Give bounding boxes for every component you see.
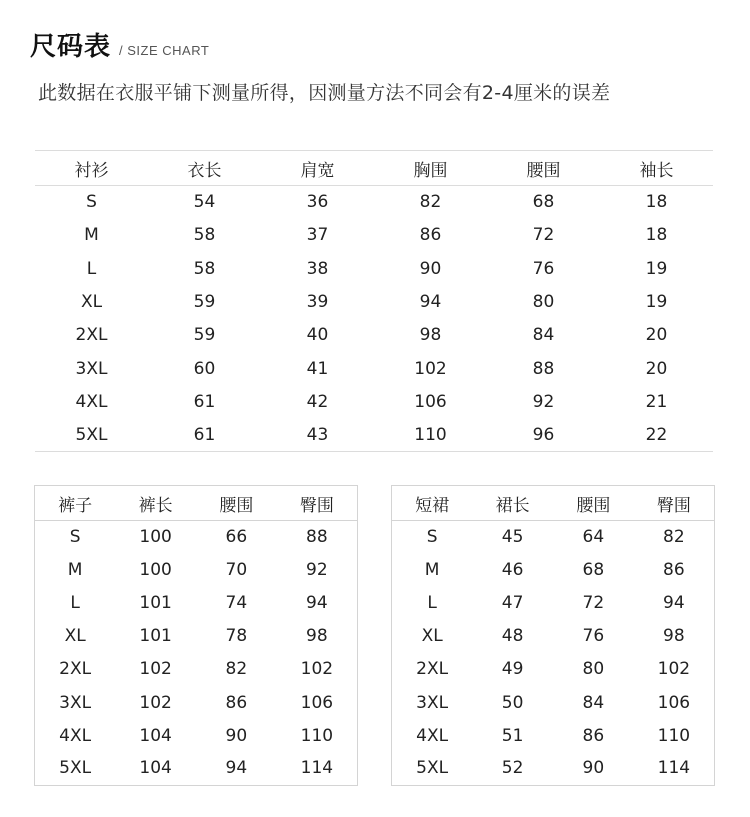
pants-size-cell: 4XL: [59, 725, 92, 746]
skirt-size-cell: 5XL: [416, 758, 449, 779]
shirt-value-cell: 18: [645, 225, 668, 246]
skirt-table-row: [392, 752, 715, 785]
skirt-size-cell: L: [427, 593, 437, 614]
pants-value-cell: 74: [225, 593, 248, 614]
skirt-value-cell: 102: [657, 659, 691, 680]
skirt-value-cell: 114: [657, 758, 691, 779]
shirt-value-cell: 98: [419, 325, 442, 346]
shirt-value-cell: 61: [193, 424, 216, 445]
skirt-value-cell: 94: [663, 593, 685, 614]
shirt-value-cell: 59: [193, 325, 216, 346]
measurement-note: 此数据在衣服平铺下测量所得，因测量方法不同会有2-4厘米的误差: [38, 82, 611, 104]
shirt-value-cell: 72: [532, 225, 555, 246]
skirt-size-cell: 4XL: [416, 725, 449, 746]
skirt-table-body: [392, 521, 715, 786]
pants-value-cell: 100: [139, 527, 172, 548]
skirt-value-cell: 84: [582, 692, 605, 713]
pants-table-row: [35, 554, 358, 587]
shirt-table-row: [35, 186, 713, 219]
shirt-table-row: [35, 419, 713, 452]
shirt-table-row: [35, 385, 713, 418]
shirt-size-cell: XL: [80, 292, 103, 313]
skirt-table-row: [392, 719, 715, 752]
skirt-value-cell: 82: [663, 527, 685, 548]
pants-value-cell: 102: [139, 692, 172, 713]
pants-table-row: [35, 719, 358, 752]
shirt-value-cell: 80: [532, 292, 555, 313]
shirt-header-row: [35, 151, 713, 186]
shirt-value-cell: 76: [532, 258, 555, 279]
skirt-table-row: [392, 587, 715, 620]
skirt-table-header: [392, 486, 715, 521]
shirt-table-row: [35, 219, 713, 252]
skirt-table-row: [392, 620, 715, 653]
shirt-table-row: [35, 285, 713, 318]
skirt-value-cell: 76: [582, 626, 605, 647]
shirt-table-row: [35, 352, 713, 385]
pants-size-cell: S: [69, 527, 81, 548]
shirt-value-cell: 19: [645, 258, 668, 279]
shirt-table-header: [35, 151, 713, 186]
skirt-value-cell: 68: [582, 560, 605, 581]
shirt-value-cell: 96: [532, 424, 555, 445]
shirt-value-cell: 41: [306, 358, 329, 379]
shirt-header-cell: 衣长: [148, 151, 261, 186]
skirt-value-cell: 46: [501, 560, 524, 581]
skirt-value-cell: 106: [657, 692, 691, 713]
pants-value-cell: 104: [139, 758, 172, 779]
skirt-table-row: [392, 521, 715, 554]
pants-value-cell: 94: [225, 758, 248, 779]
pants-size-cell: XL: [64, 626, 86, 647]
pants-table-row: [35, 752, 358, 785]
shirt-value-cell: 68: [532, 192, 555, 213]
pants-value-cell: 70: [225, 560, 248, 581]
pants-value-cell: 102: [139, 659, 172, 680]
pants-header-row: [35, 486, 358, 521]
shirt-value-cell: 22: [645, 424, 668, 445]
shirt-table-row: [35, 252, 713, 285]
shirt-header-cell: 肩宽: [261, 151, 374, 186]
skirt-table-row: [392, 554, 715, 587]
shirt-table-row: [35, 319, 713, 352]
shirt-size-cell: M: [84, 225, 99, 246]
skirt-value-cell: 86: [663, 560, 685, 581]
pants-table-row: [35, 620, 358, 653]
skirt-value-cell: 72: [582, 593, 605, 614]
shirt-value-cell: 39: [306, 292, 329, 313]
skirt-value-cell: 51: [501, 725, 524, 746]
shirt-table-body: [35, 186, 713, 452]
shirt-value-cell: 21: [645, 391, 668, 412]
pants-value-cell: 106: [300, 692, 334, 713]
pants-header-cell: 臀围: [277, 486, 358, 521]
shirt-value-cell: 42: [306, 391, 329, 412]
pants-size-cell: 3XL: [59, 692, 92, 713]
pants-value-cell: 100: [139, 560, 172, 581]
shirt-value-cell: 94: [419, 292, 442, 313]
pants-value-cell: 114: [300, 758, 334, 779]
shirt-size-table: [35, 150, 713, 452]
pants-table-row: [35, 587, 358, 620]
shirt-value-cell: 20: [645, 358, 668, 379]
pants-table-header: [35, 486, 358, 521]
pants-value-cell: 92: [306, 560, 328, 581]
skirt-size-cell: 3XL: [416, 692, 449, 713]
shirt-value-cell: 38: [306, 258, 329, 279]
skirt-value-cell: 48: [501, 626, 524, 647]
shirt-size-cell: S: [86, 192, 97, 213]
pants-table-row: [35, 521, 358, 554]
pants-size-cell: 5XL: [59, 758, 92, 779]
shirt-value-cell: 84: [532, 325, 555, 346]
shirt-value-cell: 102: [414, 358, 447, 379]
skirt-size-cell: M: [424, 560, 440, 581]
pants-value-cell: 101: [139, 626, 172, 647]
shirt-header-cell: 胸围: [374, 151, 487, 186]
shirt-header-cell: 腰围: [487, 151, 600, 186]
shirt-value-cell: 58: [193, 225, 216, 246]
shirt-header-cell: 衬衫: [35, 151, 148, 186]
shirt-size-cell: 2XL: [75, 325, 108, 346]
shirt-value-cell: 20: [645, 325, 668, 346]
skirt-value-cell: 64: [582, 527, 605, 548]
shirt-value-cell: 36: [306, 192, 329, 213]
pants-header-cell: 腰围: [196, 486, 277, 521]
skirt-value-cell: 45: [501, 527, 524, 548]
skirt-size-table: [391, 485, 715, 786]
shirt-value-cell: 82: [419, 192, 442, 213]
skirt-value-cell: 80: [582, 659, 605, 680]
shirt-value-cell: 88: [532, 358, 555, 379]
skirt-size-cell: S: [426, 527, 438, 548]
pants-table-row: [35, 686, 358, 719]
skirt-header-cell: 腰围: [553, 486, 634, 521]
skirt-size-cell: 2XL: [416, 659, 449, 680]
pants-size-cell: M: [67, 560, 83, 581]
skirt-value-cell: 47: [501, 593, 524, 614]
pants-size-cell: L: [70, 593, 80, 614]
skirt-size-cell: XL: [421, 626, 443, 647]
pants-value-cell: 102: [300, 659, 334, 680]
pants-value-cell: 88: [306, 527, 328, 548]
page-title: 尺码表: [30, 32, 112, 62]
shirt-value-cell: 58: [193, 258, 216, 279]
shirt-value-cell: 59: [193, 292, 216, 313]
skirt-value-cell: 110: [657, 725, 691, 746]
page-header: [30, 26, 209, 62]
shirt-value-cell: 18: [645, 192, 668, 213]
pants-header-cell: 裤子: [35, 486, 116, 521]
pants-header-cell: 裤长: [115, 486, 196, 521]
skirt-table-row: [392, 653, 715, 686]
shirt-value-cell: 60: [193, 358, 216, 379]
pants-value-cell: 104: [139, 725, 172, 746]
pants-size-table: [34, 485, 358, 786]
shirt-value-cell: 37: [306, 225, 329, 246]
shirt-value-cell: 92: [532, 391, 555, 412]
pants-value-cell: 101: [139, 593, 172, 614]
skirt-header-cell: 裙长: [472, 486, 553, 521]
shirt-value-cell: 110: [414, 424, 447, 445]
shirt-value-cell: 40: [306, 325, 329, 346]
pants-value-cell: 66: [225, 527, 248, 548]
pants-value-cell: 110: [300, 725, 334, 746]
shirt-size-cell: 5XL: [75, 424, 108, 445]
shirt-header-cell: 袖长: [600, 151, 713, 186]
skirt-value-cell: 90: [582, 758, 605, 779]
skirt-value-cell: 98: [663, 626, 685, 647]
shirt-value-cell: 54: [193, 192, 216, 213]
pants-value-cell: 94: [306, 593, 328, 614]
pants-value-cell: 82: [225, 659, 248, 680]
pants-value-cell: 90: [225, 725, 248, 746]
skirt-value-cell: 52: [501, 758, 524, 779]
shirt-value-cell: 19: [645, 292, 668, 313]
skirt-value-cell: 50: [501, 692, 524, 713]
skirt-header-row: [392, 486, 715, 521]
skirt-header-cell: 短裙: [392, 486, 473, 521]
skirt-value-cell: 86: [582, 725, 605, 746]
shirt-value-cell: 86: [419, 225, 442, 246]
shirt-value-cell: 106: [414, 391, 447, 412]
pants-value-cell: 98: [306, 626, 328, 647]
page-subtitle: / SIZE CHART: [119, 43, 210, 58]
skirt-table-row: [392, 686, 715, 719]
shirt-size-cell: 3XL: [75, 358, 108, 379]
pants-table-row: [35, 653, 358, 686]
shirt-value-cell: 43: [306, 424, 329, 445]
pants-size-cell: 2XL: [59, 659, 92, 680]
shirt-size-cell: 4XL: [75, 391, 108, 412]
skirt-value-cell: 49: [501, 659, 524, 680]
skirt-header-cell: 臀围: [634, 486, 715, 521]
pants-table-body: [35, 521, 358, 786]
shirt-value-cell: 90: [419, 258, 442, 279]
pants-value-cell: 78: [225, 626, 248, 647]
shirt-size-cell: L: [86, 258, 97, 279]
pants-value-cell: 86: [225, 692, 248, 713]
shirt-value-cell: 61: [193, 391, 216, 412]
